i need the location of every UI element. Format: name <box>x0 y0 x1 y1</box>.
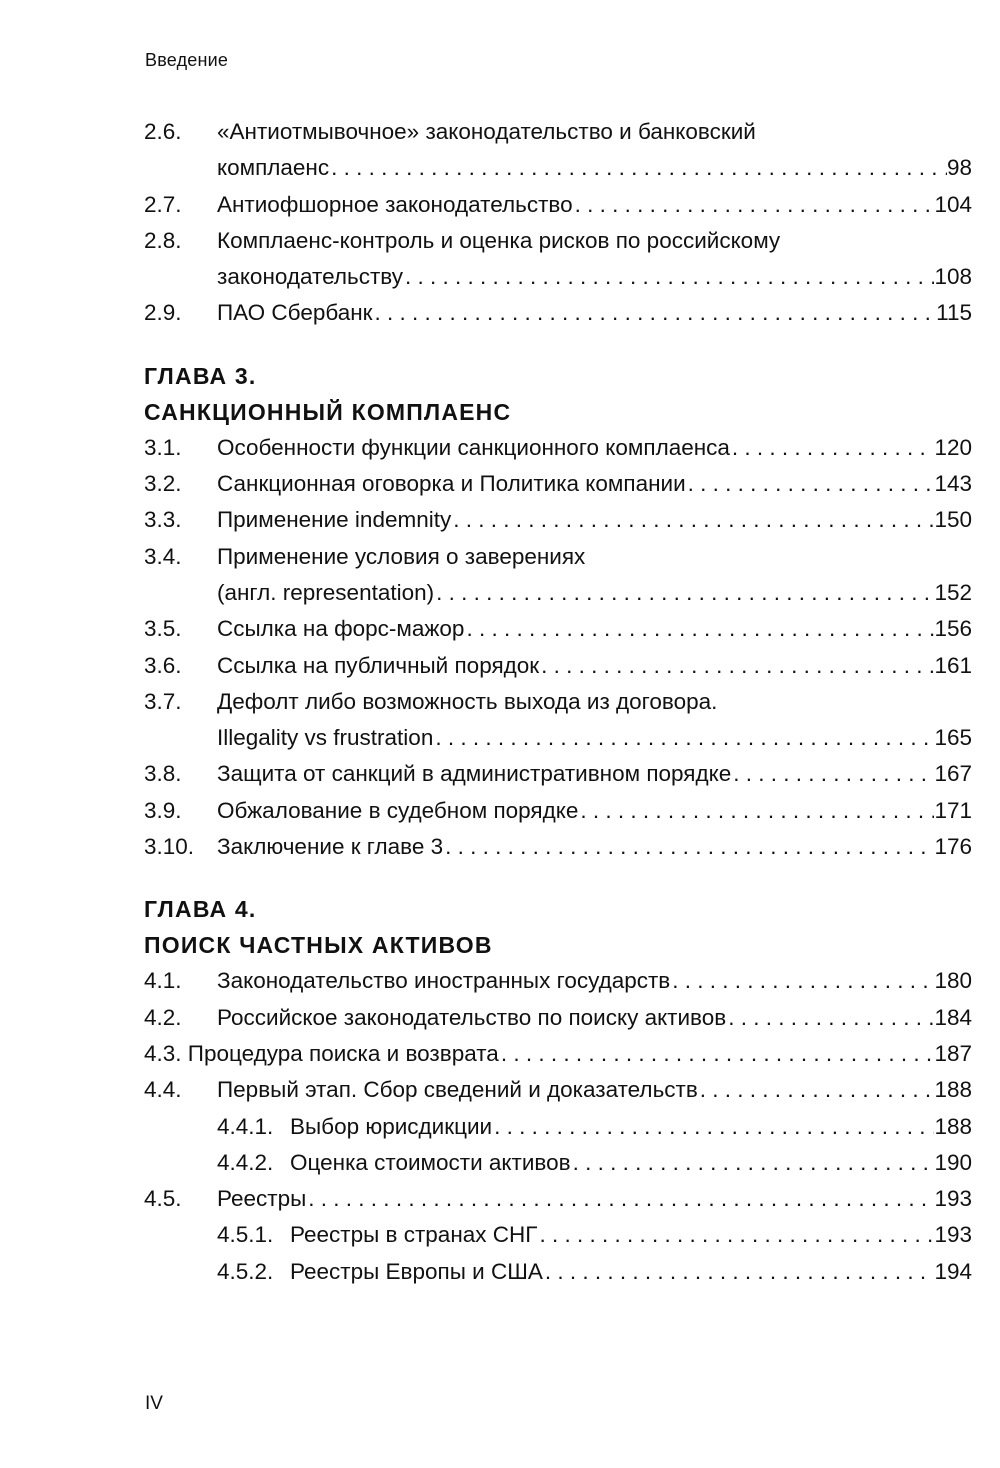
toc-entry-number: 3.10. <box>144 834 195 860</box>
dot-leader <box>492 1109 934 1145</box>
toc-entry-number: 3.4. <box>144 543 182 569</box>
toc-line <box>217 502 972 538</box>
toc-row <box>144 1145 972 1181</box>
toc-line <box>217 150 972 186</box>
toc-entry-body <box>217 793 972 829</box>
toc-entry <box>144 1181 972 1217</box>
toc-entry <box>144 430 972 466</box>
toc-page-number: 184 <box>934 1004 972 1030</box>
toc-row <box>144 223 972 296</box>
running-head: Введение <box>145 50 229 70</box>
dot-leader <box>329 150 947 186</box>
toc-line <box>217 295 972 331</box>
toc-line <box>217 223 972 259</box>
dot-leader <box>573 187 935 223</box>
toc-entry-body <box>217 502 972 538</box>
toc-row <box>144 648 972 684</box>
toc-page-number: 150 <box>934 507 972 533</box>
toc-row <box>144 187 972 223</box>
toc-entry-number: 3.7. <box>144 688 182 714</box>
toc-line <box>217 963 972 999</box>
toc-line <box>217 611 972 647</box>
toc-entry-body <box>217 829 972 865</box>
toc-section <box>144 114 972 332</box>
dot-leader <box>464 611 934 647</box>
toc-entry-title: Применение условия о заверениях <box>217 543 586 569</box>
toc-line <box>217 1072 972 1108</box>
toc-entry <box>144 466 972 502</box>
dot-leader <box>730 430 935 466</box>
toc-entry-body <box>217 223 972 296</box>
toc-page-number: 98 <box>946 155 972 181</box>
toc-entry <box>144 829 972 865</box>
toc-entry-title: Первый этап. Сбор сведений и доказательств <box>217 1077 698 1103</box>
toc-entry-number: 3.9. <box>144 797 182 823</box>
toc-line <box>217 756 972 792</box>
toc-page-number: 187 <box>934 1040 972 1066</box>
toc-row <box>144 1254 972 1290</box>
toc-row <box>144 1217 972 1253</box>
toc-entry <box>144 223 972 296</box>
toc-entry-number: 3.6. <box>144 652 182 678</box>
toc-page-number: 167 <box>934 761 972 787</box>
toc-entry-title: комплаенс <box>217 155 330 181</box>
toc-entry-body <box>217 466 972 502</box>
toc-entry-body <box>217 295 972 331</box>
dot-leader <box>578 793 934 829</box>
toc-row <box>144 1109 972 1145</box>
toc-line <box>217 1000 972 1036</box>
dot-leader <box>731 756 934 792</box>
toc-page-number: 156 <box>934 616 972 642</box>
toc-entry-title: законодательству <box>217 264 403 290</box>
toc-entry-title: Illegality vs frustration <box>217 725 434 751</box>
toc-page-number: 143 <box>934 471 972 497</box>
toc-entry <box>144 1072 972 1108</box>
toc-entry-body <box>217 114 972 187</box>
toc-row <box>144 756 972 792</box>
toc-entry-body <box>144 1036 972 1072</box>
toc-entry <box>144 1109 972 1145</box>
dot-leader <box>670 963 934 999</box>
toc-entry <box>144 684 972 757</box>
toc-entry <box>144 1217 972 1253</box>
chapter-number: ГЛАВА 4. <box>144 896 257 923</box>
toc-entry-body <box>290 1217 972 1253</box>
toc-entry-title: Санкционная оговорка и Политика компании <box>217 471 686 497</box>
toc-row <box>144 502 972 538</box>
toc-entry-body <box>290 1145 972 1181</box>
dot-leader <box>698 1072 935 1108</box>
toc-page-number: 193 <box>934 1186 972 1212</box>
toc-row <box>144 466 972 502</box>
toc-entry <box>144 187 972 223</box>
toc-entry-title: 4.3. Процедура поиска и возврата <box>144 1040 499 1066</box>
toc-entry-body <box>290 1109 972 1145</box>
toc-page-number: 190 <box>934 1149 972 1175</box>
toc-line <box>290 1145 972 1181</box>
toc-line <box>217 829 972 865</box>
toc-entry-title: (англ. representation) <box>217 579 435 605</box>
toc-entry-number: 4.4.1. <box>217 1113 274 1139</box>
toc-entry-number: 2.9. <box>144 300 182 326</box>
toc-row <box>144 1036 972 1072</box>
toc-entry-body <box>217 1000 972 1036</box>
toc-entry-title: Ссылка на публичный порядок <box>217 652 540 678</box>
toc-row <box>144 114 972 187</box>
toc-line <box>217 1181 972 1217</box>
toc-page-number: 115 <box>936 300 972 326</box>
toc-page-number: 176 <box>934 834 972 860</box>
toc-page-number: 188 <box>934 1077 972 1103</box>
toc-row <box>144 1000 972 1036</box>
toc-line <box>217 575 972 611</box>
toc-row <box>144 611 972 647</box>
toc-line <box>217 430 972 466</box>
dot-leader <box>539 648 934 684</box>
toc-entry-title: Антиофшорное законодательство <box>217 191 573 217</box>
toc-page-number: 193 <box>934 1222 972 1248</box>
toc-entry-body <box>217 1072 972 1108</box>
dot-leader <box>499 1036 935 1072</box>
toc-entry-number: 3.3. <box>144 507 182 533</box>
toc-entry-number: 3.5. <box>144 616 182 642</box>
toc-entry-number: 2.7. <box>144 191 182 217</box>
toc-entry-number: 3.1. <box>144 434 182 460</box>
dot-leader <box>543 1254 935 1290</box>
dot-leader <box>571 1145 935 1181</box>
toc-entry-title: Выбор юрисдикции <box>290 1113 493 1139</box>
toc-page-number: 180 <box>934 968 972 994</box>
toc-row <box>144 539 972 612</box>
toc-entry-number: 4.4.2. <box>217 1149 274 1175</box>
toc-entry-number: 4.5.1. <box>217 1222 274 1248</box>
toc-entry-number: 2.6. <box>144 119 182 144</box>
toc-section <box>144 358 972 866</box>
toc-entry <box>144 611 972 647</box>
toc-entry-title: Реестры Европы и США <box>290 1258 543 1284</box>
toc-section <box>144 891 972 1290</box>
toc-page-number: 152 <box>934 579 972 605</box>
toc-entry-body <box>217 1181 972 1217</box>
toc-page-number: 165 <box>934 725 972 751</box>
dot-leader <box>434 575 934 611</box>
toc-entry <box>144 295 972 331</box>
toc-line <box>217 793 972 829</box>
dot-leader <box>686 466 935 502</box>
toc-entry-title: Ссылка на форс-мажор <box>217 616 465 642</box>
dot-leader <box>373 295 937 331</box>
toc-row <box>144 295 972 331</box>
toc-line <box>144 1036 972 1072</box>
toc-line <box>290 1254 972 1290</box>
toc-page-number: 120 <box>934 434 972 460</box>
toc-entry-body <box>217 684 972 757</box>
toc-entry-body <box>217 648 972 684</box>
toc-entry-body <box>217 611 972 647</box>
toc-row <box>144 430 972 466</box>
toc-line <box>217 466 972 502</box>
toc-entry-title: Реестры <box>217 1186 307 1212</box>
toc-entry <box>144 1036 972 1072</box>
toc-entry-body <box>217 963 972 999</box>
toc-entry-body <box>290 1254 972 1290</box>
toc-entry-title: ПАО Сбербанк <box>217 300 373 326</box>
toc-page-number: 171 <box>934 797 972 823</box>
chapter-number: ГЛАВА 3. <box>144 362 257 389</box>
toc-row <box>144 1072 972 1108</box>
toc-row <box>144 793 972 829</box>
toc-entry-number: 4.5. <box>144 1186 182 1212</box>
toc-entry-title: Защита от санкций в административном порядке <box>217 761 732 787</box>
toc-entry <box>144 648 972 684</box>
dot-leader <box>537 1217 934 1253</box>
toc-entry-number: 4.4. <box>144 1077 182 1103</box>
toc-line <box>290 1109 972 1145</box>
toc-page-number: 161 <box>934 652 972 678</box>
dot-leader <box>306 1181 934 1217</box>
toc-entry-title: Комплаенс-контроль и оценка рисков по российскому <box>217 227 781 253</box>
toc-row <box>144 684 972 757</box>
toc-entry-number: 2.8. <box>144 227 182 253</box>
toc-line <box>217 114 972 150</box>
toc-entry <box>144 1254 972 1290</box>
toc-line <box>217 684 972 720</box>
chapter-title: ПОИСК ЧАСТНЫХ АКТИВОВ <box>144 932 493 959</box>
toc-line <box>290 1217 972 1253</box>
toc-entry-title: Особенности функции санкционного комплаенса <box>217 434 730 460</box>
toc-page-number: 108 <box>934 264 972 290</box>
toc-row <box>144 829 972 865</box>
toc-row <box>144 963 972 999</box>
dot-leader <box>451 502 934 538</box>
table-of-contents <box>144 114 972 1316</box>
toc-page-number: 188 <box>934 1113 972 1139</box>
chapter-title: САНКЦИОННЫЙ КОМПЛАЕНС <box>144 398 512 425</box>
toc-entry <box>144 793 972 829</box>
toc-entry-title: Дефолт либо возможность выхода из договора. <box>217 688 718 714</box>
toc-entry-number: 3.2. <box>144 471 182 497</box>
dot-leader <box>403 259 934 295</box>
toc-entry-number: 3.8. <box>144 761 182 787</box>
toc-entry <box>144 756 972 792</box>
toc-line <box>217 539 972 575</box>
toc-entry <box>144 539 972 612</box>
toc-entry-title: Законодательство иностранных государств <box>217 968 671 994</box>
toc-entry-title: Реестры в странах СНГ <box>290 1222 538 1248</box>
toc-entry-title: Применение indemnity <box>217 507 452 533</box>
toc-line <box>217 259 972 295</box>
toc-entry-number: 4.2. <box>144 1004 182 1030</box>
toc-entry-body <box>217 187 972 223</box>
toc-entry-body <box>217 756 972 792</box>
toc-line <box>217 720 972 756</box>
toc-page-number: 194 <box>934 1258 972 1284</box>
toc-entry <box>144 963 972 999</box>
toc-row <box>144 1181 972 1217</box>
dot-leader <box>443 829 934 865</box>
dot-leader <box>433 720 934 756</box>
toc-entry-title: «Антиотмывочное» законодательство и банковский <box>217 119 756 144</box>
toc-page-number: 104 <box>934 191 972 217</box>
toc-entry-body <box>217 539 972 612</box>
toc-entry <box>144 1000 972 1036</box>
toc-entry-number: 4.1. <box>144 968 182 994</box>
toc-entry <box>144 1145 972 1181</box>
dot-leader <box>726 1000 934 1036</box>
toc-entry-title: Российское законодательство по поиску активов <box>217 1004 727 1030</box>
page-number: IV <box>145 1393 163 1414</box>
toc-entry <box>144 114 972 187</box>
toc-entry-title: Заключение к главе 3 <box>217 834 444 860</box>
toc-line <box>217 187 972 223</box>
toc-line <box>217 648 972 684</box>
toc-entry-body <box>217 430 972 466</box>
toc-entry-title: Оценка стоимости активов <box>290 1149 571 1175</box>
toc-entry-title: Обжалование в судебном порядке <box>217 797 579 823</box>
toc-entry-number: 4.5.2. <box>217 1258 274 1284</box>
toc-entry <box>144 502 972 538</box>
